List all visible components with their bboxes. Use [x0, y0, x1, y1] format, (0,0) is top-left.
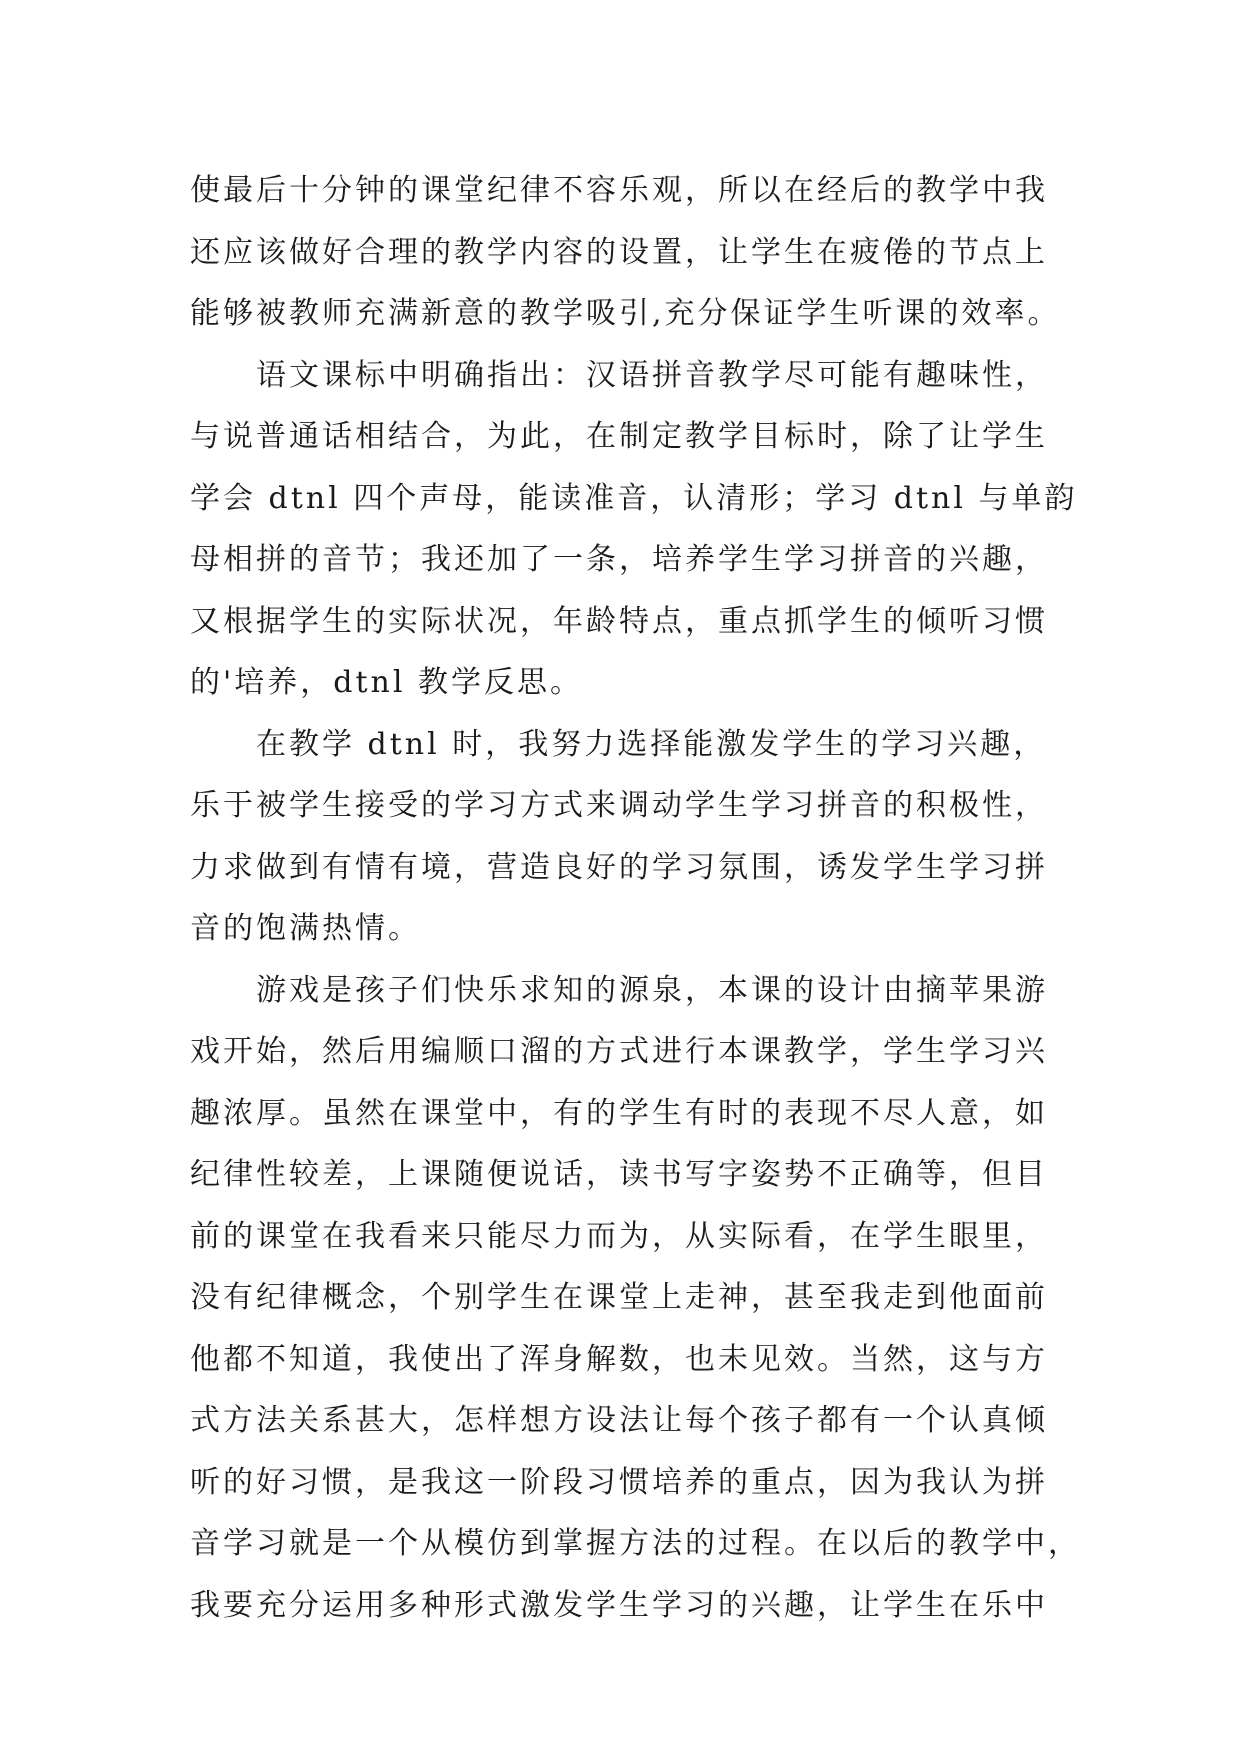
text-line: 还应该做好合理的教学内容的设置，让学生在疲倦的节点上 — [190, 234, 1048, 270]
text-line: 音学习就是一个从模仿到掌握方法的过程。在以后的教学中， — [190, 1526, 1081, 1561]
text-line: 语文课标中明确指出：汉语拼音教学尽可能有趣味性， — [256, 357, 1048, 393]
text-line: 力求做到有情有境，营造良好的学习氛围，诱发学生学习拼 — [190, 849, 1048, 885]
text-line: 音的饱满热情。 — [190, 911, 421, 946]
text-line: 乐于被学生接受的学习方式来调动学生学习拼音的积极性， — [190, 788, 1048, 823]
text-line: 使最后十分钟的课堂纪律不容乐观，所以在经后的教学中我 — [190, 173, 1048, 208]
text-line: 游戏是孩子们快乐求知的源泉，本课的设计由摘苹果游 — [256, 972, 1048, 1008]
text-line: 能够被教师充满新意的教学吸引,充分保证学生听课的效率。 — [190, 296, 1061, 331]
text-line: 的'培养，dtnl 教学反思。 — [190, 665, 583, 700]
text-line: 在教学 dtnl 时，我努力选择能激发学生的学习兴趣， — [256, 726, 1047, 762]
text-line: 式方法关系甚大，怎样想方设法让每个孩子都有一个认真倾 — [190, 1403, 1048, 1438]
text-line: 前的课堂在我看来只能尽力而为，从实际看，在学生眼里， — [190, 1218, 1048, 1254]
text-line: 学会 dtnl 四个声母，能读准音，认清形；学习 dtnl 与单韵 — [190, 480, 1078, 516]
text-line: 听的好习惯，是我这一阶段习惯培养的重点，因为我认为拼 — [190, 1464, 1048, 1500]
text-line: 纪律性较差，上课随便说话，读书写字姿势不正确等，但目 — [190, 1157, 1048, 1192]
text-line: 又根据学生的实际状况，年龄特点，重点抓学生的倾听习惯 — [190, 603, 1048, 639]
text-line: 与说普通话相结合，为此，在制定教学目标时，除了让学生 — [190, 419, 1048, 454]
text-line: 母相拼的音节；我还加了一条，培养学生学习拼音的兴趣， — [190, 542, 1048, 577]
text-line: 没有纪律概念，个别学生在课堂上走神，甚至我走到他面前 — [190, 1280, 1048, 1315]
document-body — [190, 160, 1081, 1636]
text-line: 我要充分运用多种形式激发学生学习的兴趣，让学生在乐中 — [190, 1587, 1048, 1623]
text-line: 他都不知道，我使出了浑身解数，也未见效。当然，这与方 — [190, 1341, 1048, 1377]
text-line: 戏开始，然后用编顺口溜的方式进行本课教学，学生学习兴 — [190, 1034, 1048, 1069]
text-line: 趣浓厚。虽然在课堂中，有的学生有时的表现不尽人意，如 — [190, 1095, 1048, 1131]
